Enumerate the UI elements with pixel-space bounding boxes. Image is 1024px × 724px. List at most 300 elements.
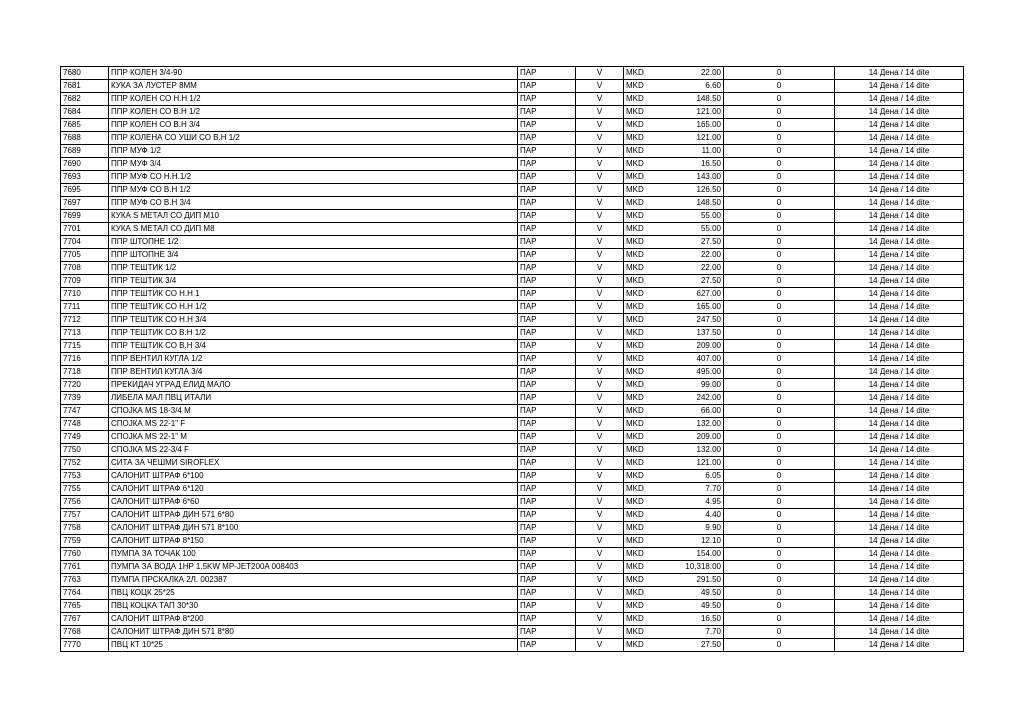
item-quantity: 0: [724, 574, 835, 587]
item-mark: V: [576, 262, 624, 275]
item-name: СПОЈКА MS 22-1" F: [109, 418, 518, 431]
item-price: 165.00: [674, 119, 724, 132]
item-code: 7710: [61, 288, 109, 301]
item-code: 7715: [61, 340, 109, 353]
item-term: 14 Дена / 14 dite: [835, 262, 964, 275]
item-price: 49.50: [674, 600, 724, 613]
item-quantity: 0: [724, 626, 835, 639]
item-mark: V: [576, 106, 624, 119]
item-price: 126.50: [674, 184, 724, 197]
item-price: 9.90: [674, 522, 724, 535]
table-row: [61, 314, 964, 327]
item-code: 7755: [61, 483, 109, 496]
item-code: 7764: [61, 587, 109, 600]
item-name: ППР ВЕНТИЛ КУГЛА 3/4: [109, 366, 518, 379]
item-currency: MKD: [624, 587, 674, 600]
item-price: 16.50: [674, 158, 724, 171]
item-term: 14 Дена / 14 dite: [835, 366, 964, 379]
item-term: 14 Дена / 14 dite: [835, 236, 964, 249]
item-term: 14 Дена / 14 dite: [835, 223, 964, 236]
item-unit: ПАР: [518, 405, 576, 418]
table-row: [61, 249, 964, 262]
item-mark: V: [576, 418, 624, 431]
item-unit: ПАР: [518, 587, 576, 600]
item-quantity: 0: [724, 639, 835, 652]
item-code: 7760: [61, 548, 109, 561]
item-term: 14 Дена / 14 dite: [835, 457, 964, 470]
item-name: КУКА S МЕТАЛ СО ДИП M8: [109, 223, 518, 236]
item-price: 154.00: [674, 548, 724, 561]
item-term: 14 Дена / 14 dite: [835, 613, 964, 626]
item-mark: V: [576, 275, 624, 288]
item-mark: V: [576, 626, 624, 639]
item-price: 4.40: [674, 509, 724, 522]
item-term: 14 Дена / 14 dite: [835, 639, 964, 652]
table-row: [61, 626, 964, 639]
item-quantity: 0: [724, 496, 835, 509]
item-quantity: 0: [724, 132, 835, 145]
item-unit: ПАР: [518, 158, 576, 171]
item-price: 148.50: [674, 93, 724, 106]
item-currency: MKD: [624, 405, 674, 418]
item-currency: MKD: [624, 613, 674, 626]
item-term: 14 Дена / 14 dite: [835, 574, 964, 587]
item-mark: V: [576, 158, 624, 171]
item-price: 55.00: [674, 223, 724, 236]
item-quantity: 0: [724, 106, 835, 119]
table-row: [61, 327, 964, 340]
item-unit: ПАР: [518, 366, 576, 379]
item-name: СПОЈКА MS 22-3/4 F: [109, 444, 518, 457]
item-mark: V: [576, 431, 624, 444]
item-currency: MKD: [624, 236, 674, 249]
item-name: ППР ТЕШТИК СО Н.Н 1/2: [109, 301, 518, 314]
item-mark: V: [576, 548, 624, 561]
item-unit: ПАР: [518, 288, 576, 301]
item-price: 407.00: [674, 353, 724, 366]
table-row: [61, 171, 964, 184]
item-term: 14 Дена / 14 dite: [835, 67, 964, 80]
item-quantity: 0: [724, 379, 835, 392]
table-row: [61, 158, 964, 171]
item-term: 14 Дена / 14 dite: [835, 444, 964, 457]
item-mark: V: [576, 132, 624, 145]
item-name: САЛОНИТ ШТРАФ 6*100: [109, 470, 518, 483]
item-quantity: 0: [724, 366, 835, 379]
item-name: КУКА S МЕТАЛ СО ДИП M10: [109, 210, 518, 223]
item-term: 14 Дена / 14 dite: [835, 379, 964, 392]
item-term: 14 Дена / 14 dite: [835, 288, 964, 301]
table-row: [61, 67, 964, 80]
table-row: [61, 132, 964, 145]
item-price: 627.00: [674, 288, 724, 301]
item-currency: MKD: [624, 535, 674, 548]
item-code: 7752: [61, 457, 109, 470]
item-term: 14 Дена / 14 dite: [835, 249, 964, 262]
item-term: 14 Дена / 14 dite: [835, 119, 964, 132]
item-term: 14 Дена / 14 dite: [835, 483, 964, 496]
item-unit: ПАР: [518, 548, 576, 561]
item-mark: V: [576, 535, 624, 548]
item-name: ППР ТЕШТИК СО В.Н 3/4: [109, 340, 518, 353]
item-currency: MKD: [624, 314, 674, 327]
item-unit: ПАР: [518, 392, 576, 405]
item-currency: MKD: [624, 184, 674, 197]
item-currency: MKD: [624, 431, 674, 444]
item-currency: MKD: [624, 80, 674, 93]
item-code: 7768: [61, 626, 109, 639]
item-quantity: 0: [724, 444, 835, 457]
item-mark: V: [576, 470, 624, 483]
item-term: 14 Дена / 14 dite: [835, 548, 964, 561]
item-name: КУКА ЗА ЛУСТЕР 8ММ: [109, 80, 518, 93]
table-row: [61, 288, 964, 301]
item-mark: V: [576, 67, 624, 80]
item-quantity: 0: [724, 314, 835, 327]
item-name: ПУМПА ПРСКАЛКА 2Л. 002387: [109, 574, 518, 587]
item-quantity: 0: [724, 236, 835, 249]
item-term: 14 Дена / 14 dite: [835, 93, 964, 106]
item-name: САЛОНИТ ШТРАФ 6*120: [109, 483, 518, 496]
table-row: [61, 561, 964, 574]
item-name: ППР КОЛЕН СО Н.Н 1/2: [109, 93, 518, 106]
table-row: [61, 431, 964, 444]
item-price: 10,318.00: [674, 561, 724, 574]
item-name: ППР КОЛЕН 3/4-90: [109, 67, 518, 80]
item-mark: V: [576, 197, 624, 210]
item-name: ППР ТЕШТИК СО Н.Н 1: [109, 288, 518, 301]
item-quantity: 0: [724, 509, 835, 522]
item-code: 7770: [61, 639, 109, 652]
item-unit: ПАР: [518, 535, 576, 548]
item-mark: V: [576, 457, 624, 470]
item-name: САЛОНИТ ШТРАФ 6*60: [109, 496, 518, 509]
item-price: 209.00: [674, 431, 724, 444]
item-price: 11.00: [674, 145, 724, 158]
item-price: 291.50: [674, 574, 724, 587]
item-price: 148.50: [674, 197, 724, 210]
item-unit: ПАР: [518, 67, 576, 80]
item-term: 14 Дена / 14 dite: [835, 80, 964, 93]
item-code: 7747: [61, 405, 109, 418]
item-code: 7750: [61, 444, 109, 457]
item-name: ППР ШТОПНЕ 3/4: [109, 249, 518, 262]
item-price: 4.95: [674, 496, 724, 509]
item-price: 495.00: [674, 366, 724, 379]
table-row: [61, 119, 964, 132]
item-currency: MKD: [624, 418, 674, 431]
item-mark: V: [576, 236, 624, 249]
table-row: [61, 509, 964, 522]
item-code: 7739: [61, 392, 109, 405]
item-code: 7758: [61, 522, 109, 535]
table-row: [61, 522, 964, 535]
item-mark: V: [576, 301, 624, 314]
item-currency: MKD: [624, 574, 674, 587]
item-quantity: 0: [724, 613, 835, 626]
item-name: ППР МУФ СО Н.Н.1/2: [109, 171, 518, 184]
item-mark: V: [576, 145, 624, 158]
item-price: 121.00: [674, 457, 724, 470]
item-code: 7718: [61, 366, 109, 379]
item-unit: ПАР: [518, 431, 576, 444]
item-quantity: 0: [724, 93, 835, 106]
item-mark: V: [576, 483, 624, 496]
item-unit: ПАР: [518, 119, 576, 132]
item-term: 14 Дена / 14 dite: [835, 392, 964, 405]
item-mark: V: [576, 405, 624, 418]
item-name: ППР КОЛЕН СО В.Н 3/4: [109, 119, 518, 132]
item-currency: MKD: [624, 223, 674, 236]
item-mark: V: [576, 288, 624, 301]
item-mark: V: [576, 314, 624, 327]
item-mark: V: [576, 600, 624, 613]
table-row: [61, 587, 964, 600]
item-unit: ПАР: [518, 340, 576, 353]
item-code: 7697: [61, 197, 109, 210]
item-code: 7711: [61, 301, 109, 314]
item-code: 7693: [61, 171, 109, 184]
item-mark: V: [576, 249, 624, 262]
item-term: 14 Дена / 14 dite: [835, 561, 964, 574]
item-unit: ПАР: [518, 171, 576, 184]
item-term: 14 Дена / 14 dite: [835, 301, 964, 314]
item-currency: MKD: [624, 639, 674, 652]
item-quantity: 0: [724, 158, 835, 171]
item-quantity: 0: [724, 210, 835, 223]
item-term: 14 Дена / 14 dite: [835, 327, 964, 340]
item-code: 7705: [61, 249, 109, 262]
item-quantity: 0: [724, 522, 835, 535]
item-mark: V: [576, 574, 624, 587]
item-name: ПВЦ КТ 10*25: [109, 639, 518, 652]
item-mark: V: [576, 522, 624, 535]
item-unit: ПАР: [518, 509, 576, 522]
item-name: ППР КОЛЕНА СО УШИ СО В.Н 1/2: [109, 132, 518, 145]
item-name: САЛОНИТ ШТРАФ ДИН 571 6*80: [109, 509, 518, 522]
item-currency: MKD: [624, 158, 674, 171]
item-quantity: 0: [724, 405, 835, 418]
item-quantity: 0: [724, 561, 835, 574]
item-price: 16.50: [674, 613, 724, 626]
table-row: [61, 574, 964, 587]
table-row: [61, 418, 964, 431]
item-price: 247.50: [674, 314, 724, 327]
item-code: 7688: [61, 132, 109, 145]
table-row: [61, 106, 964, 119]
item-name: САЛОНИТ ШТРАФ ДИН 571 8*100: [109, 522, 518, 535]
item-currency: MKD: [624, 119, 674, 132]
item-price: 66.00: [674, 405, 724, 418]
item-price: 143.00: [674, 171, 724, 184]
item-code: 7749: [61, 431, 109, 444]
item-price: 7.70: [674, 626, 724, 639]
item-mark: V: [576, 210, 624, 223]
item-code: 7681: [61, 80, 109, 93]
table-row: [61, 548, 964, 561]
item-name: ППР ШТОПНЕ 1/2: [109, 236, 518, 249]
item-quantity: 0: [724, 249, 835, 262]
item-price: 132.00: [674, 444, 724, 457]
item-name: ППР МУФ СО В.Н 3/4: [109, 197, 518, 210]
item-term: 14 Дена / 14 dite: [835, 340, 964, 353]
item-unit: ПАР: [518, 613, 576, 626]
item-term: 14 Дена / 14 dite: [835, 197, 964, 210]
item-name: ППР ТЕШТИК СО Н.Н 3/4: [109, 314, 518, 327]
item-name: СПОЈКА MS 22-1" M: [109, 431, 518, 444]
item-quantity: 0: [724, 223, 835, 236]
item-code: 7759: [61, 535, 109, 548]
item-mark: V: [576, 353, 624, 366]
item-code: 7761: [61, 561, 109, 574]
item-quantity: 0: [724, 145, 835, 158]
item-price: 209.00: [674, 340, 724, 353]
item-quantity: 0: [724, 197, 835, 210]
item-currency: MKD: [624, 262, 674, 275]
item-unit: ПАР: [518, 418, 576, 431]
item-code: 7680: [61, 67, 109, 80]
item-name: ППР КОЛЕН СО В.Н 1/2: [109, 106, 518, 119]
item-term: 14 Дена / 14 dite: [835, 158, 964, 171]
item-mark: V: [576, 80, 624, 93]
item-unit: ПАР: [518, 470, 576, 483]
item-currency: MKD: [624, 327, 674, 340]
item-unit: ПАР: [518, 379, 576, 392]
item-price: 6.05: [674, 470, 724, 483]
item-term: 14 Дена / 14 dite: [835, 210, 964, 223]
item-code: 7757: [61, 509, 109, 522]
item-mark: V: [576, 93, 624, 106]
item-code: 7701: [61, 223, 109, 236]
item-currency: MKD: [624, 132, 674, 145]
item-unit: ПАР: [518, 496, 576, 509]
item-term: 14 Дена / 14 dite: [835, 184, 964, 197]
item-code: 7704: [61, 236, 109, 249]
item-currency: MKD: [624, 171, 674, 184]
item-currency: MKD: [624, 509, 674, 522]
item-term: 14 Дена / 14 dite: [835, 470, 964, 483]
item-name: ППР МУФ 3/4: [109, 158, 518, 171]
item-unit: ПАР: [518, 132, 576, 145]
item-currency: MKD: [624, 600, 674, 613]
item-name: ППР МУФ 1/2: [109, 145, 518, 158]
item-currency: MKD: [624, 249, 674, 262]
item-code: 7690: [61, 158, 109, 171]
table-row: [61, 366, 964, 379]
item-quantity: 0: [724, 171, 835, 184]
item-term: 14 Дена / 14 dite: [835, 171, 964, 184]
item-price: 99.00: [674, 379, 724, 392]
item-price: 22.00: [674, 262, 724, 275]
item-price: 49.50: [674, 587, 724, 600]
table-row: [61, 613, 964, 626]
table-row: [61, 470, 964, 483]
item-term: 14 Дена / 14 dite: [835, 431, 964, 444]
table-row: [61, 223, 964, 236]
item-unit: ПАР: [518, 457, 576, 470]
item-unit: ПАР: [518, 223, 576, 236]
item-unit: ПАР: [518, 639, 576, 652]
item-price: 7.70: [674, 483, 724, 496]
item-mark: V: [576, 171, 624, 184]
item-code: 7685: [61, 119, 109, 132]
item-price: 6.60: [674, 80, 724, 93]
item-unit: ПАР: [518, 210, 576, 223]
item-currency: MKD: [624, 548, 674, 561]
item-currency: MKD: [624, 561, 674, 574]
item-quantity: 0: [724, 600, 835, 613]
item-name: ПРЕКИДАЧ УГРАД ЕЛИД МАЛО: [109, 379, 518, 392]
item-currency: MKD: [624, 67, 674, 80]
item-currency: MKD: [624, 288, 674, 301]
item-unit: ПАР: [518, 184, 576, 197]
item-quantity: 0: [724, 353, 835, 366]
item-mark: V: [576, 327, 624, 340]
table-row: [61, 457, 964, 470]
item-quantity: 0: [724, 327, 835, 340]
item-code: 7684: [61, 106, 109, 119]
item-currency: MKD: [624, 197, 674, 210]
item-quantity: 0: [724, 301, 835, 314]
item-mark: V: [576, 392, 624, 405]
item-unit: ПАР: [518, 561, 576, 574]
table-row: [61, 184, 964, 197]
item-name: ППР ТЕШТИК 3/4: [109, 275, 518, 288]
item-code: 7756: [61, 496, 109, 509]
item-quantity: 0: [724, 67, 835, 80]
table-row: [61, 392, 964, 405]
item-term: 14 Дена / 14 dite: [835, 509, 964, 522]
item-code: 7708: [61, 262, 109, 275]
item-term: 14 Дена / 14 dite: [835, 496, 964, 509]
item-term: 14 Дена / 14 dite: [835, 587, 964, 600]
item-code: 7712: [61, 314, 109, 327]
item-unit: ПАР: [518, 444, 576, 457]
item-name: СИТА ЗА ЧЕШМИ SIROFLEX: [109, 457, 518, 470]
item-price: 12.10: [674, 535, 724, 548]
item-price: 27.50: [674, 275, 724, 288]
item-term: 14 Дена / 14 dite: [835, 106, 964, 119]
item-currency: MKD: [624, 301, 674, 314]
table-row: [61, 405, 964, 418]
item-currency: MKD: [624, 145, 674, 158]
item-name: СПОЈКА MS 18-3/4 M: [109, 405, 518, 418]
table-row: [61, 535, 964, 548]
item-mark: V: [576, 639, 624, 652]
item-quantity: 0: [724, 80, 835, 93]
item-code: 7765: [61, 600, 109, 613]
item-currency: MKD: [624, 444, 674, 457]
item-unit: ПАР: [518, 236, 576, 249]
item-term: 14 Дена / 14 dite: [835, 275, 964, 288]
item-code: 7748: [61, 418, 109, 431]
item-price: 22.00: [674, 67, 724, 80]
table-row: [61, 353, 964, 366]
item-code: 7767: [61, 613, 109, 626]
item-code: 7713: [61, 327, 109, 340]
price-list-table: [60, 66, 964, 652]
item-term: 14 Дена / 14 dite: [835, 353, 964, 366]
table-row: [61, 379, 964, 392]
table-row: [61, 145, 964, 158]
item-unit: ПАР: [518, 249, 576, 262]
item-currency: MKD: [624, 93, 674, 106]
item-price: 165.00: [674, 301, 724, 314]
item-quantity: 0: [724, 535, 835, 548]
item-quantity: 0: [724, 119, 835, 132]
item-mark: V: [576, 561, 624, 574]
item-unit: ПАР: [518, 483, 576, 496]
